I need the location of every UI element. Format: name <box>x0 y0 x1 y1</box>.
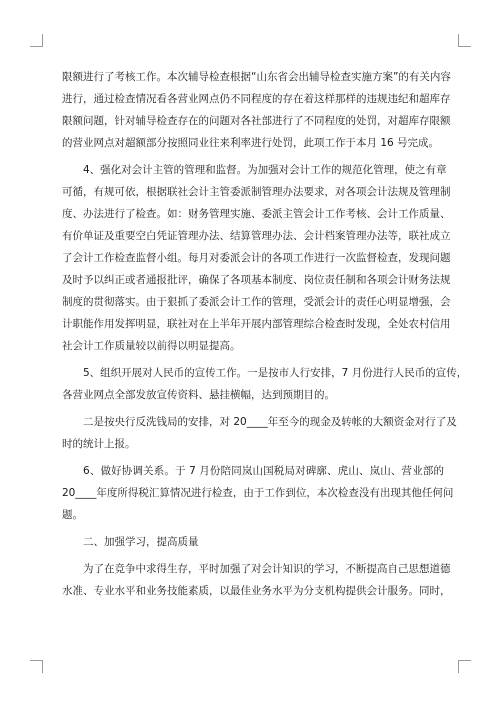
paragraph <box>62 460 454 526</box>
text-line: 二是按央行反洗钱局的安排，对 20____年至今的现金及转帐的大额资金对行了及 <box>83 416 457 428</box>
paragraph <box>62 66 451 154</box>
text-line: 限额进行了考核工作。本次辅导检查根据“山东省会出辅导检查实施方案”的有关内容 <box>62 71 451 83</box>
text-line: 题。 <box>62 509 83 521</box>
text-line: 计职能作用发挥明显，联社对在上半年开展内部管理综合检查时发现，全处农村信用 <box>62 318 451 330</box>
crop-mark-bottom-right <box>458 660 471 673</box>
paragraph <box>62 411 457 455</box>
text-line: 了会计工作检查监督小组。每月对委派会计的各项工作进行一次监督检查，发现问题 <box>62 252 451 264</box>
text-line: 度、办法进行了检查。如：财务管理实施、委派主管会计工作考核、会计工作质量、 <box>62 208 451 220</box>
text-line: 6、做好协调关系。于 7 月份陪同岚山国税局对碑廓、虎山、岚山、营业部的 <box>83 465 444 477</box>
text-line: 进行，通过检查情况看各营业网点仍不同程度的存在着这样那样的违规违纪和超库存 <box>62 93 451 105</box>
text-line: 时的统计上报。 <box>62 438 136 450</box>
text-line: 水准、专业水平和业务技能素质，以最佳业务水平为分支机构提供会计服务。同时， <box>62 585 451 597</box>
crop-mark-top-right <box>458 34 471 47</box>
text-line: 及时予以纠正或者通报批评，确保了各项基本制度、岗位责任制和各项会计财务法规 <box>62 274 451 286</box>
crop-mark-top-left <box>30 34 43 47</box>
text-line: 各营业网点全部发放宣传资料、悬挂横幅，达到预期目的。 <box>62 389 335 401</box>
text-line: 限额问题，针对辅导检查存在的问题对各社部进行了不同程度的处罚，对超库存限额 <box>62 115 451 127</box>
document-body <box>62 66 468 602</box>
text-line: 可循，有规可依，根据联社会计主管委派制管理办法要求，对各项会计法规及管理制 <box>62 186 451 198</box>
text-line: 制度的贯彻落实。由于狠抓了委派会计工作的管理，受派会计的责任心明显增强，会 <box>62 296 451 308</box>
paragraph <box>62 531 444 553</box>
text-line: 为了在竞争中求得生存，平时加强了对会计知识的学习，不断提高自己思想道德 <box>83 563 451 575</box>
text-line: 的营业网点对超额部分按照同业往来利率进行处罚，此项工作于本月 16 号完成。 <box>62 137 440 149</box>
text-line: 有价单证及重要空白凭证管理办法、结算管理办法、会计档案管理办法等，联社成立 <box>62 230 451 242</box>
text-line: 4、强化对会计主管的管理和监督。为加强对会计工作的规范化管理，使之有章 <box>83 164 447 176</box>
paragraph <box>62 362 468 406</box>
text-line: 5、组织开展对人民币的宣传工作。一是按市人行安排，7 月份进行人民币的宣传， <box>83 367 468 379</box>
text-line: 二、加强学习，提高质量 <box>83 536 199 548</box>
text-line: 20____年度所得税汇算情况进行检查，由于工作到位，本次检查没有出现其他任何问 <box>62 487 454 499</box>
paragraph <box>62 159 451 357</box>
crop-mark-bottom-left <box>30 660 43 673</box>
paragraph <box>62 558 451 602</box>
text-line: 社会计工作质量较以前得以明显提高。 <box>62 340 241 352</box>
